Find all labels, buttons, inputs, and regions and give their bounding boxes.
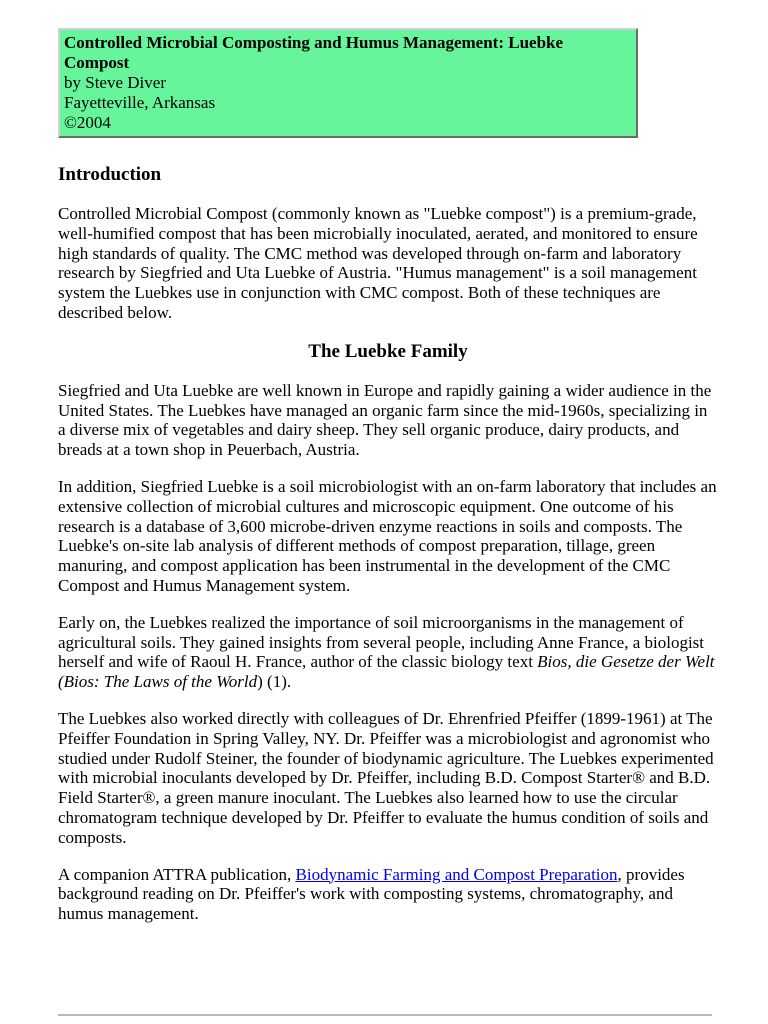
p3-text-before: Early on, the Luebkes realized the importance of soil microorganisms in the management of agricultural soils. They gained insights from several people, including Anne France, a biologist herself and wife of Raoul H. France, author of the classic biology text: [58, 612, 705, 672]
introduction-heading: Introduction: [58, 164, 162, 185]
document-page: [58, 28, 718, 924]
family-paragraph-4: The Luebkes also worked directly with colleagues of Dr. Ehrenfried Pfeiffer (1899-1961) at The Pfeiffer Foundation in Spring Valley, NY. Dr. Pfeiffer was a microbiologist and agronomist who studied under Rudolf Steiner, the founder of biodynamic agriculture. The Luebkes experimented with microbial inoculants developed by Dr. Pfeiffer, including B.D. Compost Starter® and B.D. Field Starter®, a green manure inoculant. The Luebkes also learned how to use the circular chromatogram technique developed by Dr. Pfeiffer to evaluate the humus condition of soils and composts.: [58, 708, 714, 847]
family-paragraph-3: [58, 613, 718, 692]
introduction-paragraph: Controlled Microbial Compost (commonly known as "Luebke compost") is a premium-grade, well-humified compost that has been microbially inoculated, aerated, and monitored to ensure high standards of quality. The CMC method was developed through on-farm and laboratory research by Siegfried and Uta Luebke of Austria. "Humus management" is a soil management system the Luebkes use in conjunction with CMC compost. Both of these techniques are described below.: [58, 204, 698, 322]
biodynamic-farming-link[interactable]: Biodynamic Farming and Compost Preparation: [295, 864, 618, 884]
p3-text-after: ) (1).: [257, 672, 292, 692]
family-paragraph-2: In addition, Siegfried Luebke is a soil microbiologist with an on-farm laboratory that includes an extensive collection of microbial cultures and microscopic equipment. One outcome of his research is a database of 3,600 microbe-driven enzyme reactions in soils and composts. The Luebke's on-site lab analysis of different methods of compost preparation, tillage, green manuring, and compost application has been instrumental in the development of the CMC Compost and Humus Management system.: [58, 476, 717, 595]
title-box: [58, 28, 638, 138]
book-title: Bios, die Gesetze der Welt (Bios: The Laws of the World: [58, 652, 715, 692]
family-paragraph-1: Siegfried and Uta Luebke are well known in Europe and rapidly gaining a wider audience in the United States. The Luebkes have managed an organic farm since the mid-1960s, specializing in a diverse mix of vegetables and dairy sheep. They sell organic produce, dairy products, and breads at a town shop in Peuerbach, Austria.: [58, 380, 712, 460]
luebke-family-heading: The Luebke Family: [308, 340, 468, 362]
document-title: Controlled Microbial Composting and Humus Management: Luebke Compost: [64, 33, 564, 72]
copyright-line: ©2004: [64, 113, 111, 132]
location-line: Fayetteville, Arkansas: [64, 93, 216, 112]
p5-text-before: A companion ATTRA publication,: [58, 864, 296, 884]
author-line: by Steve Diver: [64, 73, 166, 92]
p5-text-after: , provides background reading on Dr. Pfeiffer's work with composting systems, chromatography, and humus management.: [58, 864, 685, 924]
bottom-divider: [58, 1014, 712, 1016]
family-paragraph-5: [58, 865, 718, 924]
